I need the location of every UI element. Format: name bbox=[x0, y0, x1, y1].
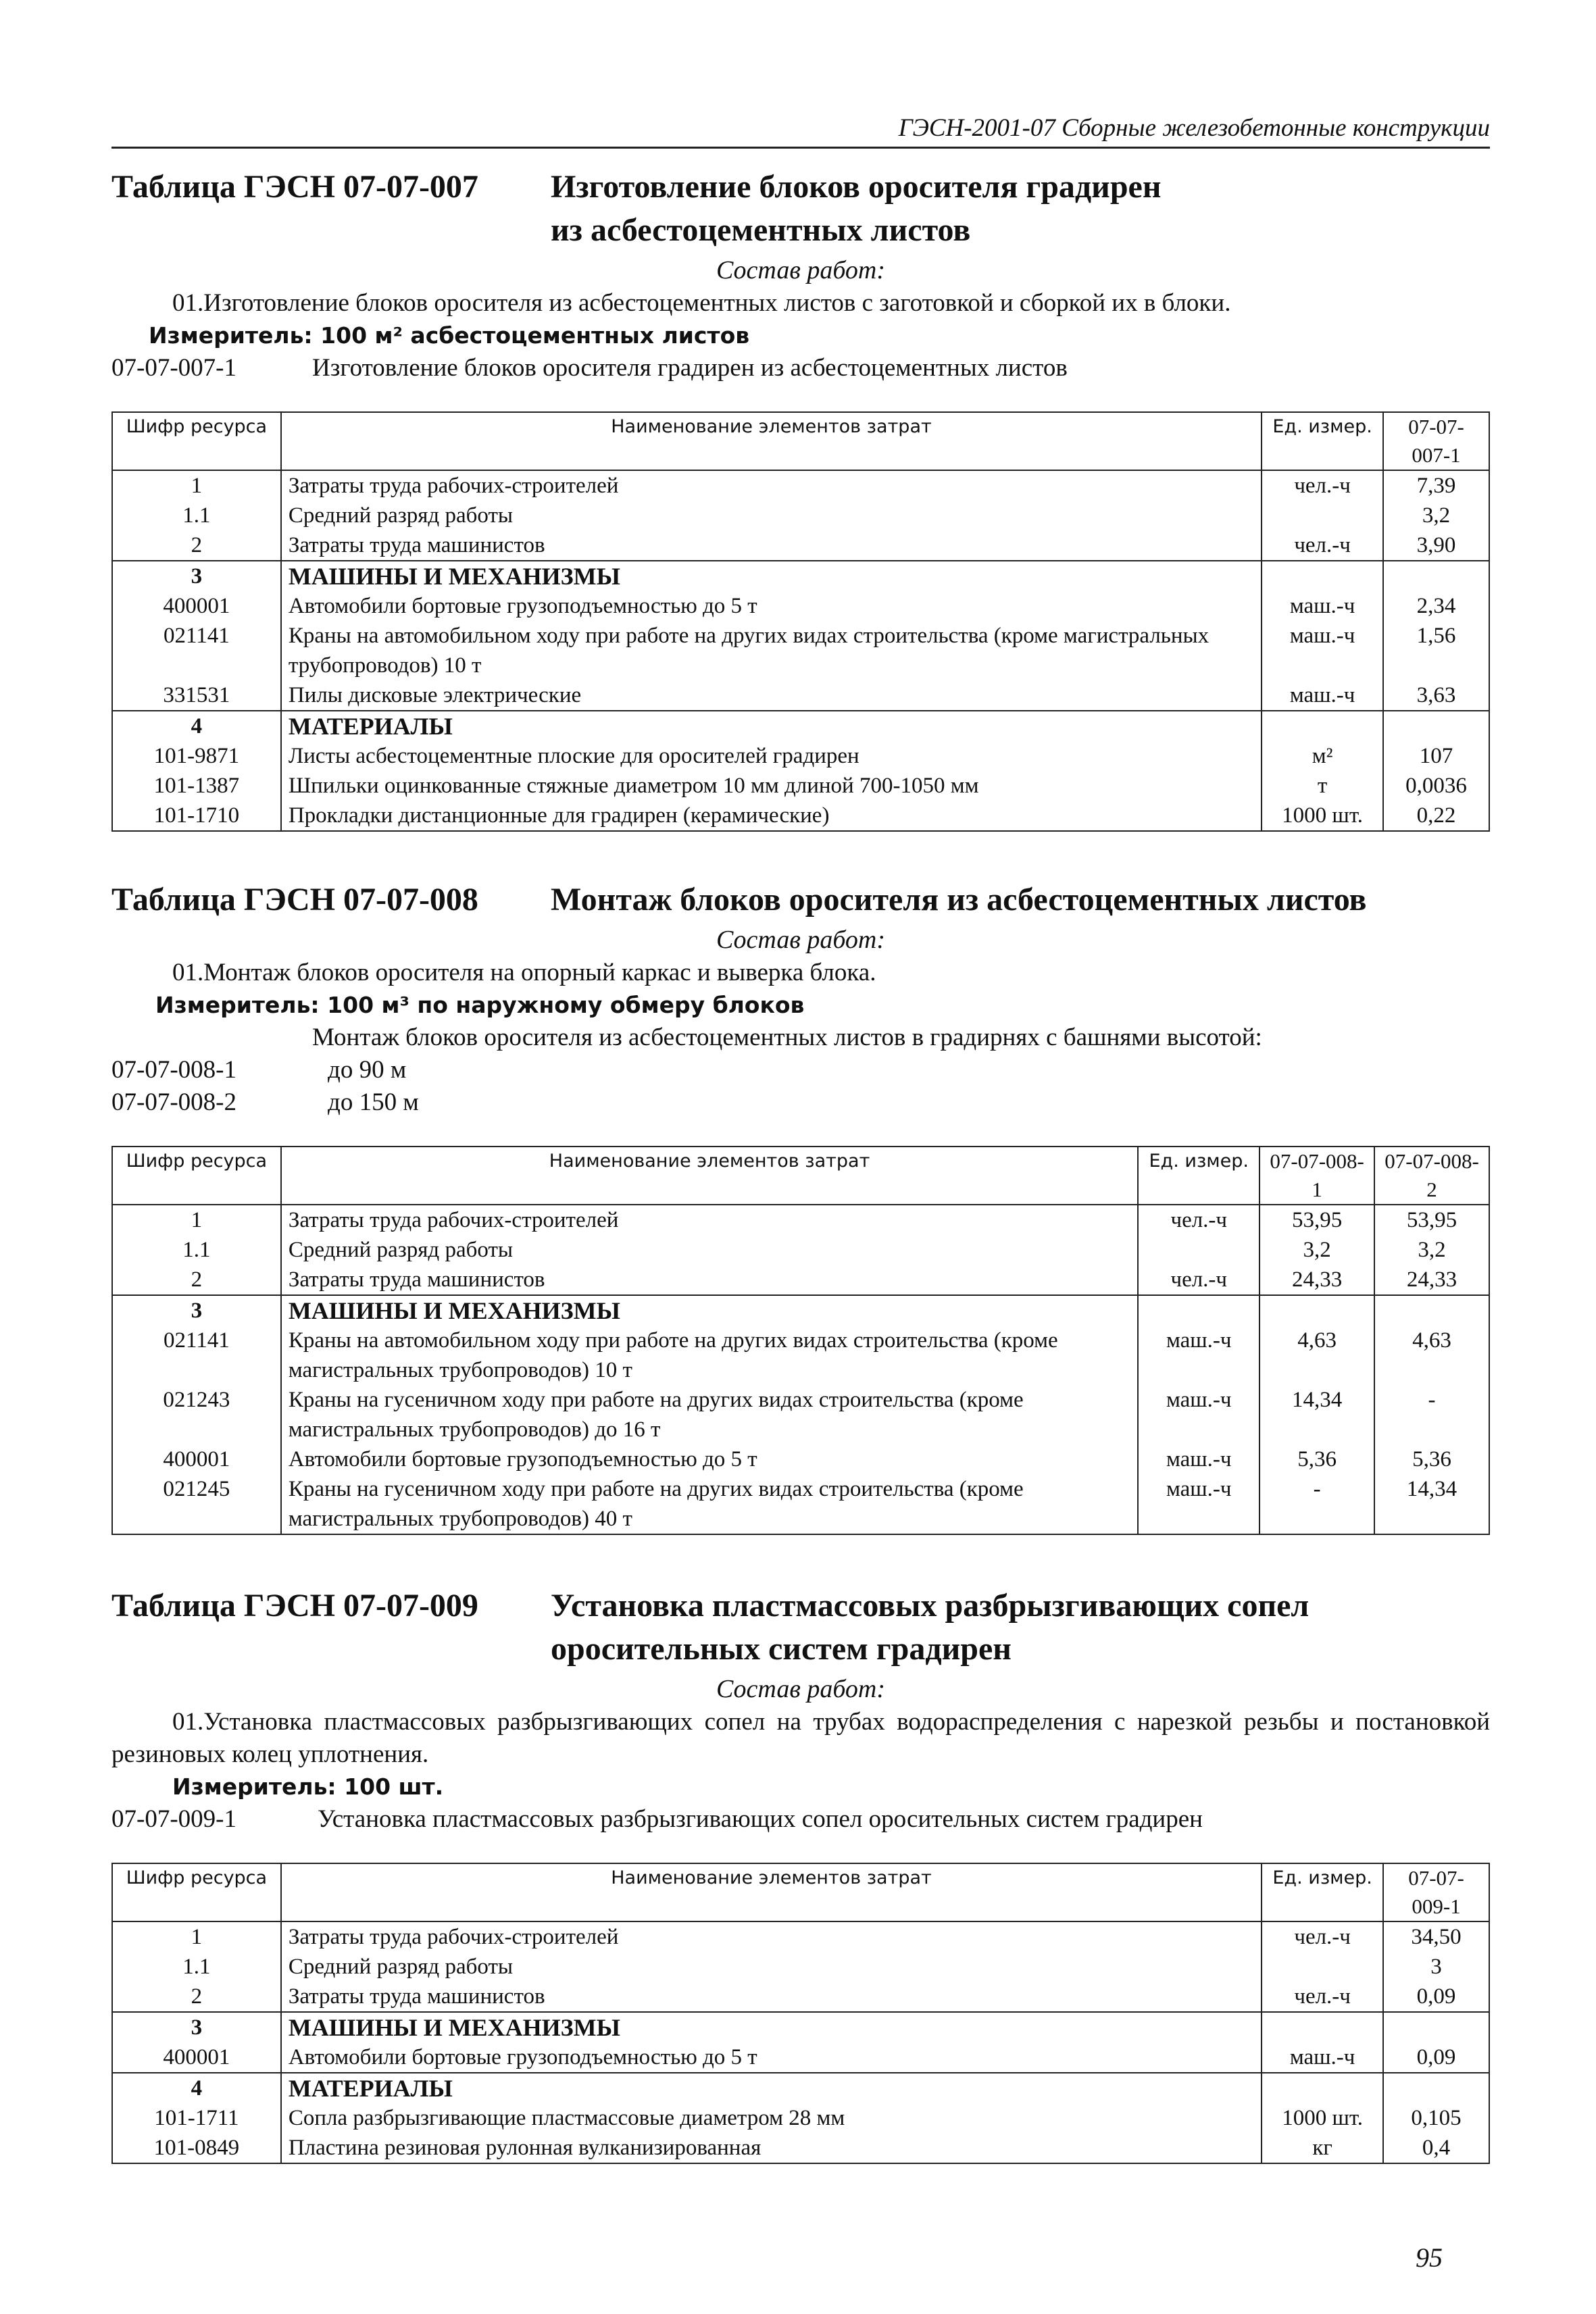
cell-code: 2 bbox=[112, 1982, 281, 2012]
cell-code: 101-1387 bbox=[112, 771, 281, 801]
cell-value: 3,90 bbox=[1383, 530, 1489, 561]
cell-unit: кг bbox=[1262, 2133, 1383, 2163]
section-07-07-007 bbox=[111, 166, 1490, 832]
cell-code: 021245 bbox=[112, 1474, 281, 1534]
cell-value: 53,95 bbox=[1374, 1205, 1489, 1235]
table-name-line2: из асбестоцементных листов bbox=[551, 212, 971, 248]
table-label: Таблица ГЭСН 07-07-007 bbox=[111, 169, 478, 205]
table-row bbox=[112, 801, 1489, 831]
composition-title: Состав работ: bbox=[716, 926, 886, 954]
cell-name: Шпильки оцинкованные стяжные диаметром 10 мм длиной 700-1050 мм bbox=[281, 771, 1262, 801]
cell-code: 101-1710 bbox=[112, 801, 281, 831]
cell-unit: маш.-ч bbox=[1138, 1326, 1260, 1385]
cell-name: Листы асбестоцементные плоские для оросителей градирен bbox=[281, 741, 1262, 771]
cell-value: 5,36 bbox=[1374, 1444, 1489, 1474]
cell-value: 1,56 bbox=[1383, 621, 1489, 680]
cell-value: 3,2 bbox=[1383, 501, 1489, 530]
cell-unit bbox=[1262, 711, 1383, 741]
table-row bbox=[112, 680, 1489, 711]
running-header: ГЭСН-2001-07 Сборные железобетонные конструкции bbox=[111, 114, 1490, 149]
cell-name: Затраты труда машинистов bbox=[281, 1265, 1139, 1295]
cell-unit bbox=[1262, 2073, 1383, 2103]
cell-value: 3,2 bbox=[1260, 1235, 1374, 1265]
col-header-code: Шифр ресурса bbox=[112, 1147, 281, 1205]
cell-name: Автомобили бортовые грузоподъемностью до 5 т bbox=[281, 2042, 1262, 2073]
table-row bbox=[112, 1982, 1489, 2012]
cell-value: 3,63 bbox=[1383, 680, 1489, 711]
cell-value: 2,34 bbox=[1383, 591, 1489, 621]
meter-label: Измеритель: bbox=[149, 322, 313, 349]
variant-row bbox=[111, 1086, 1490, 1119]
cell-code: 400001 bbox=[112, 591, 281, 621]
table-row bbox=[112, 1235, 1489, 1265]
meter bbox=[111, 320, 1490, 352]
cell-value bbox=[1260, 1295, 1374, 1326]
cell-value bbox=[1374, 1295, 1489, 1326]
table-name-line1: Установка пластмассовых разбрызгивающих сопел bbox=[551, 1588, 1310, 1624]
cell-unit bbox=[1262, 501, 1383, 530]
table-row bbox=[112, 530, 1489, 561]
cell-name: МАТЕРИАЛЫ bbox=[281, 2073, 1262, 2103]
resource-table bbox=[111, 1146, 1490, 1535]
cell-value: 3,2 bbox=[1374, 1235, 1489, 1265]
cell-name: Средний разряд работы bbox=[281, 1952, 1262, 1982]
cell-unit: чел.-ч bbox=[1138, 1265, 1260, 1295]
table-row bbox=[112, 2103, 1489, 2133]
cell-code: 2 bbox=[112, 1265, 281, 1295]
cell-name: Автомобили бортовые грузоподъемностью до 5 т bbox=[281, 591, 1262, 621]
variant-code: 07-07-008-2 bbox=[111, 1088, 236, 1116]
cell-value: 4,63 bbox=[1260, 1326, 1374, 1385]
cell-name: Прокладки дистанционные для градирен (керамические) bbox=[281, 801, 1262, 831]
cell-name: МАШИНЫ И МЕХАНИЗМЫ bbox=[281, 561, 1262, 591]
cell-value: 53,95 bbox=[1260, 1205, 1374, 1235]
cell-name: Средний разряд работы bbox=[281, 501, 1262, 530]
variant-code: 07-07-009-1 bbox=[111, 1805, 236, 1833]
table-name-line1: Изготовление блоков оросителя градирен bbox=[551, 169, 1162, 205]
section-07-07-008 bbox=[111, 878, 1490, 1535]
cell-unit: маш.-ч bbox=[1262, 680, 1383, 711]
table-row bbox=[112, 2042, 1489, 2073]
table-name bbox=[551, 166, 1490, 252]
table-name bbox=[551, 878, 1490, 922]
cell-value: 14,34 bbox=[1260, 1385, 1374, 1444]
page-number: 95 bbox=[1416, 2242, 1443, 2273]
composition-title: Состав работ: bbox=[716, 256, 886, 284]
cell-name: Затраты труда рабочих-строителей bbox=[281, 1205, 1139, 1235]
table-header-row bbox=[112, 1147, 1489, 1205]
cell-value: 4,63 bbox=[1374, 1326, 1489, 1385]
cell-code: 1.1 bbox=[112, 1952, 281, 1982]
resource-table bbox=[111, 411, 1490, 832]
meter-value: 100 шт. bbox=[344, 1774, 444, 1800]
section-07-07-009 bbox=[111, 1584, 1490, 2164]
cell-code: 101-9871 bbox=[112, 741, 281, 771]
cell-name: Затраты труда машинистов bbox=[281, 530, 1262, 561]
cell-value: 34,50 bbox=[1383, 1921, 1489, 1952]
variant-name: Установка пластмассовых разбрызгивающих сопел оросительных систем градирен bbox=[318, 1805, 1203, 1833]
col-header-v1: 07-07-007-1 bbox=[1383, 412, 1489, 470]
table-row-group bbox=[112, 711, 1489, 741]
variant-name: Изготовление блоков оросителя градирен из асбестоцементных листов bbox=[312, 354, 1068, 382]
cell-name: Краны на гусеничном ходу при работе на других видах строительства (кроме магистральных трубопроводов) до 16 т bbox=[281, 1385, 1139, 1444]
variant-name: до 150 м bbox=[328, 1088, 419, 1116]
cell-name: Краны на гусеничном ходу при работе на других видах строительства (кроме магистральных трубопроводов) 40 т bbox=[281, 1474, 1139, 1534]
table-title bbox=[111, 1584, 1490, 1671]
cell-unit bbox=[1262, 1952, 1383, 1982]
work-item: 01.Изготовление блоков оросителя из асбестоцементных листов с заготовкой и сборкой их в блоки. bbox=[172, 289, 1231, 317]
col-header-v1: 07-07-009-1 bbox=[1383, 1863, 1489, 1921]
cell-name: Средний разряд работы bbox=[281, 1235, 1139, 1265]
cell-name: МАТЕРИАЛЫ bbox=[281, 711, 1262, 741]
table-row bbox=[112, 2133, 1489, 2163]
cell-name: Затраты труда машинистов bbox=[281, 1982, 1262, 2012]
cell-value: 24,33 bbox=[1374, 1265, 1489, 1295]
meter-label: Измеритель: bbox=[155, 992, 320, 1018]
table-row bbox=[112, 1444, 1489, 1474]
cell-unit bbox=[1262, 2012, 1383, 2042]
table-title bbox=[111, 878, 1490, 922]
cell-code: 1.1 bbox=[112, 1235, 281, 1265]
table-row bbox=[112, 1205, 1489, 1235]
table-title bbox=[111, 166, 1490, 252]
table-row bbox=[112, 1265, 1489, 1295]
col-header-unit: Ед. измер. bbox=[1262, 412, 1383, 470]
cell-name: МАШИНЫ И МЕХАНИЗМЫ bbox=[281, 1295, 1139, 1326]
cell-value: - bbox=[1260, 1474, 1374, 1534]
cell-unit: м² bbox=[1262, 741, 1383, 771]
cell-value: 0,22 bbox=[1383, 801, 1489, 831]
variant-code: 07-07-007-1 bbox=[111, 354, 236, 382]
cell-value: 5,36 bbox=[1260, 1444, 1374, 1474]
table-row bbox=[112, 1952, 1489, 1982]
cell-unit bbox=[1262, 561, 1383, 591]
cell-name: Краны на автомобильном ходу при работе на других видах строительства (кроме магистральных трубопроводов) 10 т bbox=[281, 1326, 1139, 1385]
cell-code: 101-1711 bbox=[112, 2103, 281, 2133]
table-row bbox=[112, 771, 1489, 801]
cell-value: 24,33 bbox=[1260, 1265, 1374, 1295]
resource-table bbox=[111, 1863, 1490, 2164]
cell-code: 3 bbox=[112, 561, 281, 591]
cell-name: Краны на автомобильном ходу при работе на других видах строительства (кроме магистральных трубопроводов) 10 т bbox=[281, 621, 1262, 680]
cell-code: 021141 bbox=[112, 621, 281, 680]
cell-value: 0,09 bbox=[1383, 2042, 1489, 2073]
cell-name: Затраты труда рабочих-строителей bbox=[281, 1921, 1262, 1952]
table-label: Таблица ГЭСН 07-07-009 bbox=[111, 1588, 478, 1624]
variant-row bbox=[111, 1054, 1490, 1086]
col-header-name: Наименование элементов затрат bbox=[281, 1147, 1139, 1205]
cell-name: Пластина резиновая рулонная вулканизированная bbox=[281, 2133, 1262, 2163]
variants-intro: Монтаж блоков оросителя из асбестоцементных листов в градирнях с башнями высотой: bbox=[312, 1024, 1262, 1051]
table-header-row bbox=[112, 1863, 1489, 1921]
col-header-name: Наименование элементов затрат bbox=[281, 1863, 1262, 1921]
cell-unit: т bbox=[1262, 771, 1383, 801]
col-header-v2: 07-07-008-2 bbox=[1374, 1147, 1489, 1205]
cell-unit: маш.-ч bbox=[1262, 621, 1383, 680]
table-row bbox=[112, 470, 1489, 501]
cell-unit: маш.-ч bbox=[1262, 2042, 1383, 2073]
cell-value: 0,09 bbox=[1383, 1982, 1489, 2012]
cell-unit bbox=[1138, 1235, 1260, 1265]
table-row bbox=[112, 1474, 1489, 1534]
cell-name: Сопла разбрызгивающие пластмассовые диаметром 28 мм bbox=[281, 2103, 1262, 2133]
table-label: Таблица ГЭСН 07-07-008 bbox=[111, 882, 478, 917]
cell-name: МАШИНЫ И МЕХАНИЗМЫ bbox=[281, 2012, 1262, 2042]
cell-code: 1 bbox=[112, 1205, 281, 1235]
col-header-name: Наименование элементов затрат bbox=[281, 412, 1262, 470]
table-row-group bbox=[112, 2012, 1489, 2042]
variant-name: до 90 м bbox=[328, 1056, 407, 1084]
table-header-row bbox=[112, 412, 1489, 470]
cell-unit: 1000 шт. bbox=[1262, 2103, 1383, 2133]
cell-value: 0,4 bbox=[1383, 2133, 1489, 2163]
cell-value bbox=[1383, 561, 1489, 591]
cell-code: 1 bbox=[112, 1921, 281, 1952]
table-row bbox=[112, 501, 1489, 530]
meter bbox=[111, 1771, 1490, 1803]
cell-code: 021243 bbox=[112, 1385, 281, 1444]
meter-value: 100 м³ по наружному обмеру блоков bbox=[327, 992, 805, 1018]
cell-code: 3 bbox=[112, 1295, 281, 1326]
table-row bbox=[112, 1385, 1489, 1444]
cell-value bbox=[1383, 2073, 1489, 2103]
cell-name: Затраты труда рабочих-строителей bbox=[281, 470, 1262, 501]
cell-value bbox=[1383, 2012, 1489, 2042]
composition-title: Состав работ: bbox=[716, 1675, 886, 1703]
col-header-unit: Ед. измер. bbox=[1138, 1147, 1260, 1205]
work-item: 01.Установка пластмассовых разбрызгивающих сопел на трубах водораспределения с нарезкой резьбы и постановкой резиновых колец уплотнения. bbox=[111, 1708, 1490, 1768]
table-row-group bbox=[112, 2073, 1489, 2103]
cell-unit: чел.-ч bbox=[1262, 470, 1383, 501]
cell-value: 3 bbox=[1383, 1952, 1489, 1982]
col-header-code: Шифр ресурса bbox=[112, 412, 281, 470]
meter bbox=[111, 989, 1490, 1022]
cell-unit: 1000 шт. bbox=[1262, 801, 1383, 831]
cell-value: 7,39 bbox=[1383, 470, 1489, 501]
cell-code: 400001 bbox=[112, 1444, 281, 1474]
table-row bbox=[112, 1326, 1489, 1385]
table-name-line1: Монтаж блоков оросителя из асбестоцементных листов bbox=[551, 882, 1367, 917]
cell-value: 0,0036 bbox=[1383, 771, 1489, 801]
cell-value: 107 bbox=[1383, 741, 1489, 771]
cell-name: Пилы дисковые электрические bbox=[281, 680, 1262, 711]
cell-unit: маш.-ч bbox=[1138, 1444, 1260, 1474]
variant-code: 07-07-008-1 bbox=[111, 1056, 236, 1084]
cell-code: 1.1 bbox=[112, 501, 281, 530]
table-name-line2: оросительных систем градирен bbox=[551, 1631, 1012, 1667]
cell-unit: маш.-ч bbox=[1262, 591, 1383, 621]
col-header-unit: Ед. измер. bbox=[1262, 1863, 1383, 1921]
cell-code: 021141 bbox=[112, 1326, 281, 1385]
cell-code: 400001 bbox=[112, 2042, 281, 2073]
table-row bbox=[112, 591, 1489, 621]
cell-unit: чел.-ч bbox=[1262, 1982, 1383, 2012]
cell-unit: маш.-ч bbox=[1138, 1385, 1260, 1444]
table-row bbox=[112, 1921, 1489, 1952]
cell-value bbox=[1383, 711, 1489, 741]
col-header-v1: 07-07-008-1 bbox=[1260, 1147, 1374, 1205]
cell-value: 0,105 bbox=[1383, 2103, 1489, 2133]
cell-unit: маш.-ч bbox=[1138, 1474, 1260, 1534]
col-header-code: Шифр ресурса bbox=[112, 1863, 281, 1921]
cell-code: 331531 bbox=[112, 680, 281, 711]
cell-code: 4 bbox=[112, 2073, 281, 2103]
cell-code: 1 bbox=[112, 470, 281, 501]
table-row-group bbox=[112, 561, 1489, 591]
work-item: 01.Монтаж блоков оросителя на опорный каркас и выверка блока. bbox=[172, 959, 876, 986]
meter-value: 100 м² асбестоцементных листов bbox=[320, 322, 750, 349]
table-row-group bbox=[112, 1295, 1489, 1326]
meter-label: Измеритель: bbox=[172, 1774, 336, 1800]
cell-value: - bbox=[1374, 1385, 1489, 1444]
cell-unit: чел.-ч bbox=[1262, 530, 1383, 561]
table-name bbox=[551, 1584, 1490, 1671]
variant-row bbox=[111, 352, 1490, 384]
cell-code: 3 bbox=[112, 2012, 281, 2042]
cell-code: 101-0849 bbox=[112, 2133, 281, 2163]
cell-value: 14,34 bbox=[1374, 1474, 1489, 1534]
table-row bbox=[112, 741, 1489, 771]
cell-unit: чел.-ч bbox=[1138, 1205, 1260, 1235]
cell-name: Автомобили бортовые грузоподъемностью до 5 т bbox=[281, 1444, 1139, 1474]
cell-code: 2 bbox=[112, 530, 281, 561]
cell-unit: чел.-ч bbox=[1262, 1921, 1383, 1952]
table-row bbox=[112, 621, 1489, 680]
variant-row bbox=[111, 1803, 1490, 1836]
cell-code: 4 bbox=[112, 711, 281, 741]
cell-unit bbox=[1138, 1295, 1260, 1326]
